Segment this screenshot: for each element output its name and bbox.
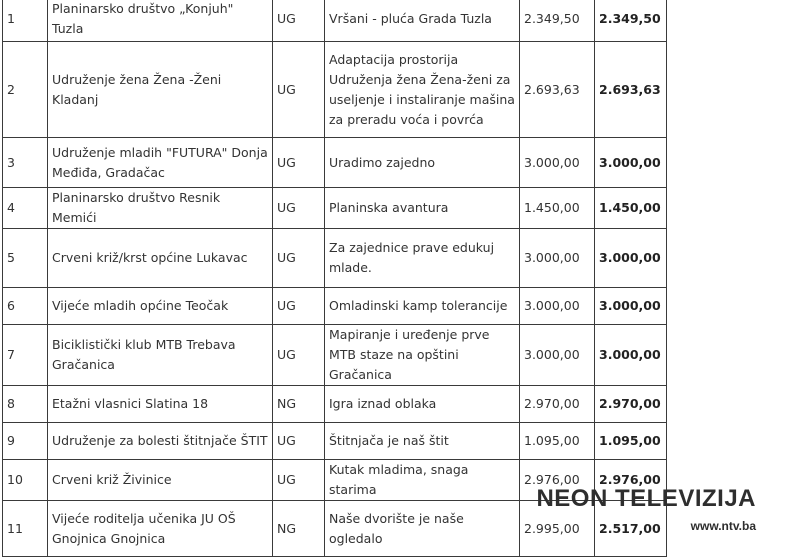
table-row [3,423,667,460]
requested-amount: 3.000,00 [520,229,595,288]
organization-name: Udruženje žena Žena -Ženi Kladanj [48,42,273,138]
organization-name: Biciklistički klub MTB Trebava Gračanica [48,325,273,386]
organization-type: UG [273,229,325,288]
neon-televizija-watermark [536,485,756,533]
watermark-title: NEON TELEVIZIJA [536,485,756,512]
organization-type: UG [273,138,325,188]
organization-type: NG [273,386,325,423]
organization-type: UG [273,460,325,501]
row-number: 5 [3,229,48,288]
project-name: Vršani - pluća Grada Tuzla [325,0,520,42]
grants-table-body [3,0,667,557]
requested-amount: 3.000,00 [520,325,595,386]
requested-amount: 2.976,00 [520,460,595,501]
table-row [3,229,667,288]
organization-type: UG [273,423,325,460]
organization-name: Vijeće mladih općine Teočak [48,288,273,325]
requested-amount: 3.000,00 [520,288,595,325]
organization-name: Vijeće roditelja učenika JU OŠ Gnojnica Gnojnica [48,501,273,557]
approved-amount: 2.517,00 [595,501,667,557]
approved-amount: 1.450,00 [595,188,667,229]
project-name: Uradimo zajedno [325,138,520,188]
approved-amount: 2.693,63 [595,42,667,138]
approved-amount: 2.976,00 [595,460,667,501]
table-row [3,0,667,42]
organization-type: UG [273,188,325,229]
requested-amount: 1.095,00 [520,423,595,460]
approved-amount: 3.000,00 [595,288,667,325]
row-number: 10 [3,460,48,501]
organization-type: UG [273,288,325,325]
table-row [3,325,667,386]
project-name: Adaptacija prostorija Udruženja žena Žena-ženi za useljenje i instaliranje mašina za preradu voća i povrća [325,42,520,138]
row-number: 11 [3,501,48,557]
requested-amount: 2.995,00 [520,501,595,557]
requested-amount: 3.000,00 [520,138,595,188]
project-name: Za zajednice prave edukuj mlade. [325,229,520,288]
requested-amount: 2.349,50 [520,0,595,42]
project-name: Kutak mladima, snaga starima [325,460,520,501]
watermark-url: www.ntv.ba [690,519,756,533]
grants-table [2,0,667,557]
requested-amount: 2.970,00 [520,386,595,423]
project-name: Naše dvorište je naše ogledalo [325,501,520,557]
row-number: 1 [3,0,48,42]
requested-amount: 1.450,00 [520,188,595,229]
table-row [3,42,667,138]
row-number: 8 [3,386,48,423]
organization-name: Etažni vlasnici Slatina 18 [48,386,273,423]
project-name: Igra iznad oblaka [325,386,520,423]
table-row [3,188,667,229]
organization-name: Crveni križ Živinice [48,460,273,501]
approved-amount: 3.000,00 [595,138,667,188]
organization-type: NG [273,501,325,557]
row-number: 2 [3,42,48,138]
project-name: Štitnjača je naš štit [325,423,520,460]
table-row [3,288,667,325]
organization-name: Udruženje mladih "FUTURA" Donja Međiđa, Gradačac [48,138,273,188]
organization-name: Planinarsko društvo Resnik Memići [48,188,273,229]
requested-amount: 2.693,63 [520,42,595,138]
approved-amount: 2.349,50 [595,0,667,42]
approved-amount: 2.970,00 [595,386,667,423]
row-number: 9 [3,423,48,460]
organization-type: UG [273,325,325,386]
organization-name: Udruženje za bolesti štitnjače ŠTIT [48,423,273,460]
row-number: 6 [3,288,48,325]
project-name: Omladinski kamp tolerancije [325,288,520,325]
row-number: 7 [3,325,48,386]
table-row [3,138,667,188]
approved-amount: 1.095,00 [595,423,667,460]
approved-amount: 3.000,00 [595,325,667,386]
project-name: Mapiranje i uređenje prve MTB staze na opštini Gračanica [325,325,520,386]
approved-amount: 3.000,00 [595,229,667,288]
organization-name: Crveni križ/krst općine Lukavac [48,229,273,288]
organization-name: Planinarsko društvo „Konjuh" Tuzla [48,0,273,42]
row-number: 4 [3,188,48,229]
project-name: Planinska avantura [325,188,520,229]
row-number: 3 [3,138,48,188]
organization-type: UG [273,42,325,138]
organization-type: UG [273,0,325,42]
table-row [3,386,667,423]
